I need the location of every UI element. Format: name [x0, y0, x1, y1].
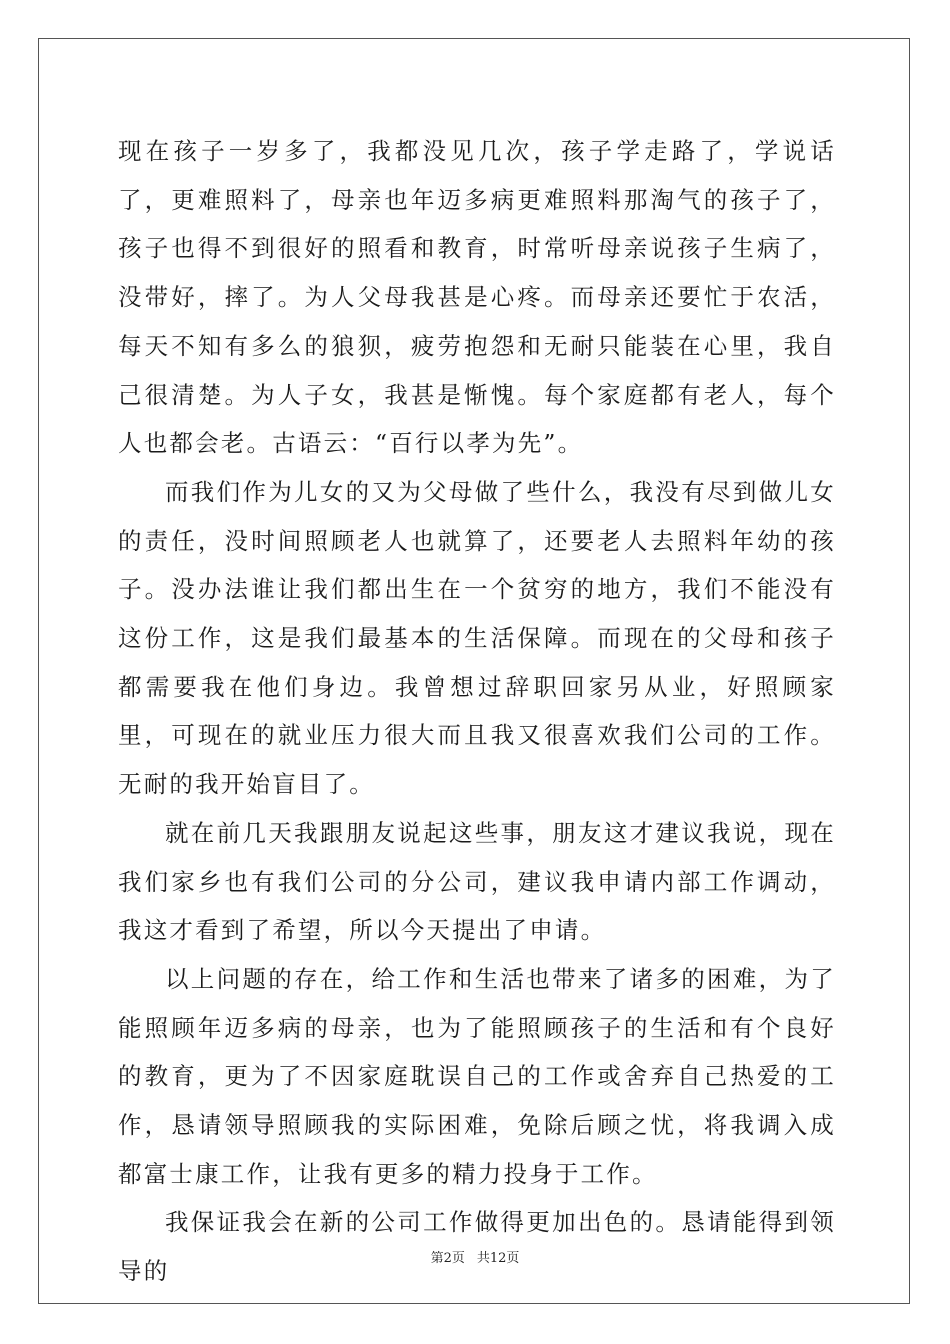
- page-number: 第2页: [430, 1251, 465, 1266]
- paragraph-1: 现在孩子一岁多了，我都没见几次，孩子学走路了，学说话了，更难照料了，母亲也年迈多病更难照料那淘气的孩子了，孩子也得不到很好的照看和教育，时常听母亲说孩子生病了，没带好，摔了。为人父母我甚是心疼。而母亲还要忙于农活，每天不知有多么的狼狈，疲劳抱怨和无耐只能装在心里，我自己很清楚。为人子女，我甚是惭愧。每个家庭都有老人，每个人也都会老。古语云：“百行以孝为先”。: [118, 137, 836, 458]
- page-total: 共12页: [476, 1251, 520, 1266]
- document-body: [118, 127, 836, 1296]
- paragraph-3: 就在前几天我跟朋友说起这些事，朋友这才建议我说，现在我们家乡也有我们公司的分公司，建议我申请内部工作调动，我这才看到了希望，所以今天提出了申请。: [118, 818, 836, 945]
- paragraph-2: 而我们作为儿女的又为父母做了些什么，我没有尽到做儿女的责任，没时间照顾老人也就算了，还要老人去照料年幼的孩子。没办法谁让我们都出生在一个贫穷的地方，我们不能没有这份工作，这是我们最基本的生活保障。而现在的父母和孩子都需要我在他们身边。我曾想过辞职回家另从业，好照顾家里，可现在的就业压力很大而且我又很喜欢我们公司的工作。无耐的我开始盲目了。: [118, 477, 836, 799]
- paragraph-5: 我保证我会在新的公司工作做得更加出色的。恳请能得到领导的: [118, 1208, 836, 1286]
- paragraph-4: 以上问题的存在，给工作和生活也带来了诸多的困难，为了能照顾年迈多病的母亲，也为了能照顾孩子的生活和有个良好的教育，更为了不因家庭耽误自己的工作或舍弃自己热爱的工作，恳请领导照顾我的实际困难，免除后顾之忧，将我调入成都富士康工作，让我有更多的精力投身于工作。: [118, 964, 836, 1188]
- page-footer: [0, 1247, 950, 1266]
